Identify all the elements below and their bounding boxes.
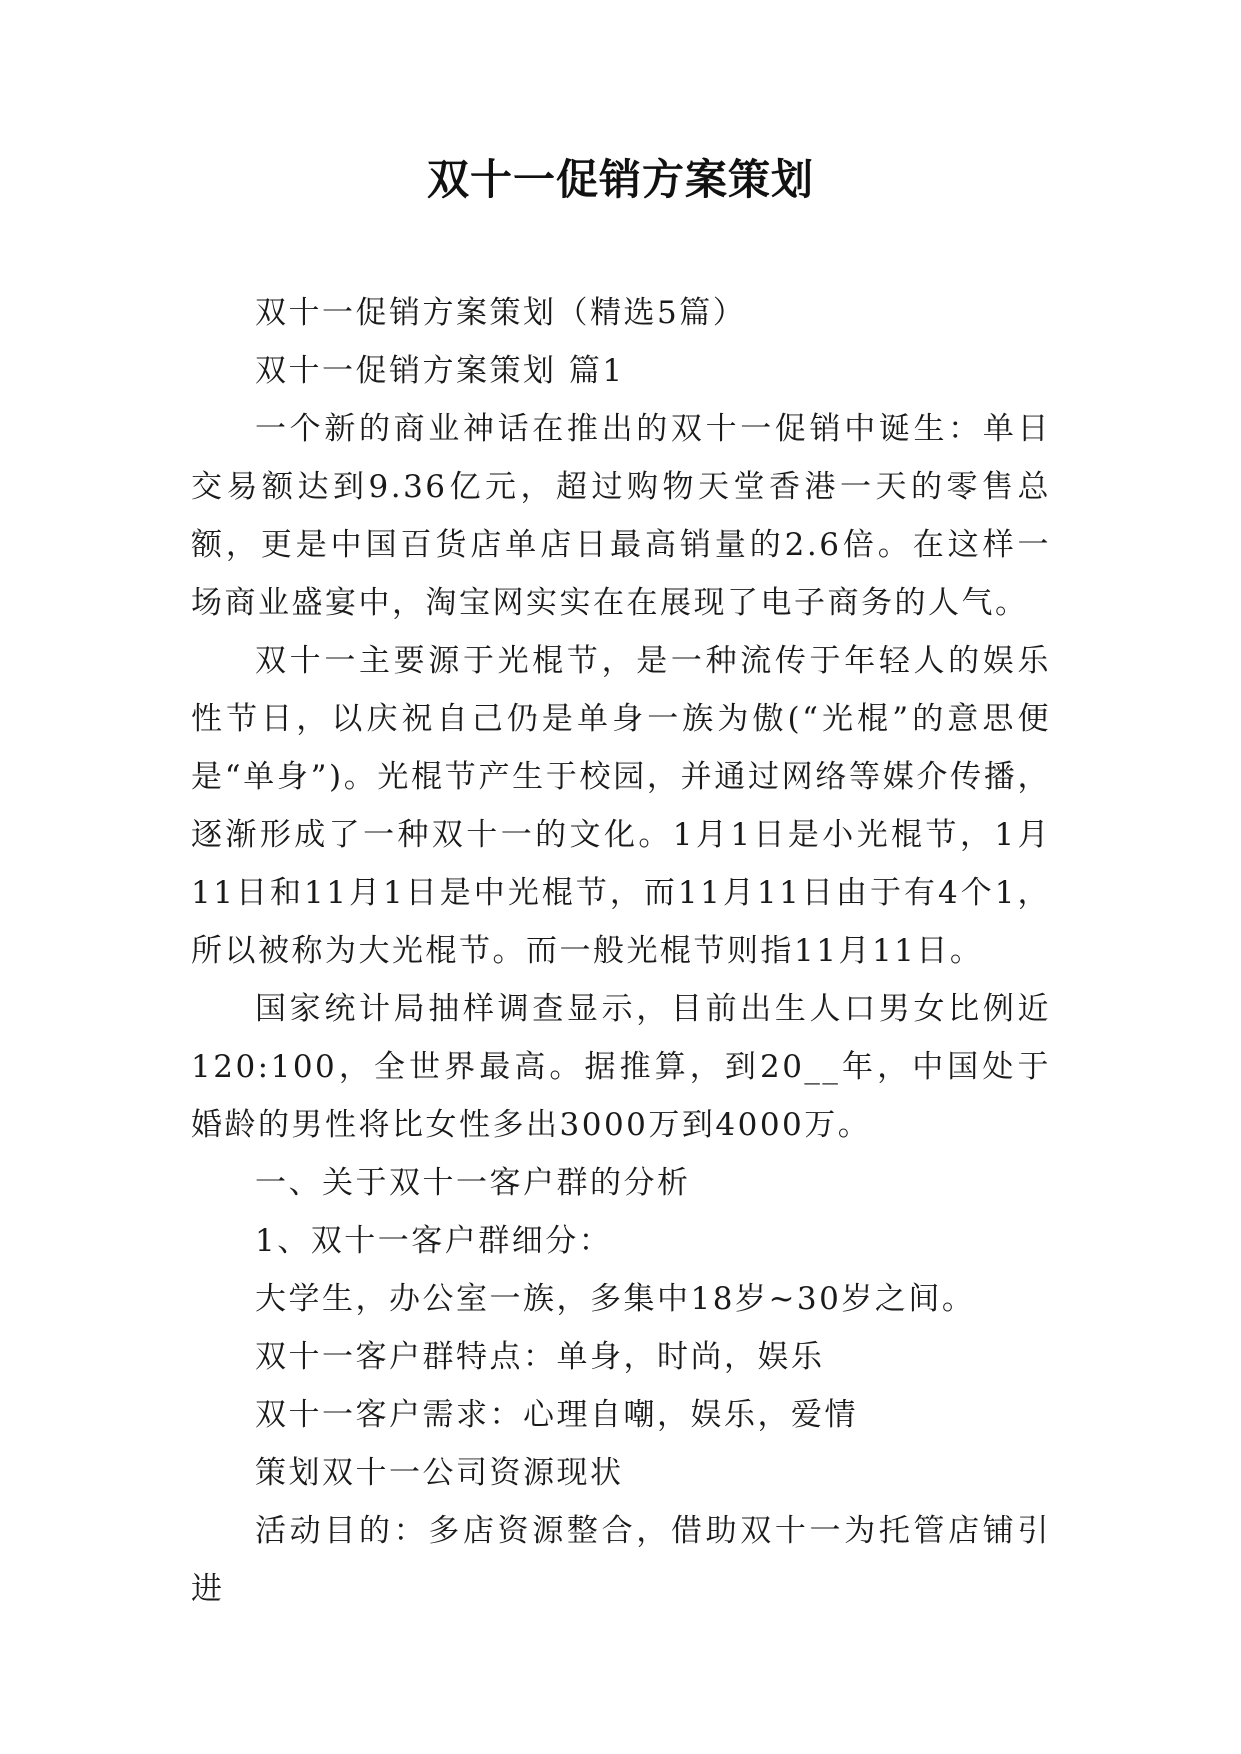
paragraph-origin: 双十一主要源于光棍节，是一种流传于年轻人的娱乐性节日，以庆祝自己仍是单身一族为傲(“光棍”的意思便是“单身”)。光棍节产生于校园，并通过网络等媒介传播，逐渐形成了一种双十一的文化。1月1日是小光棍节，1月11日和11月1日是中光棍节，而11月11日由于有4个1，所以被称为大光棍节。而一般光棍节则指11月11日。: [191, 643, 1051, 969]
paragraph-traits: 双十一客户群特点：单身，时尚，娱乐: [255, 1339, 825, 1375]
document-body: [191, 284, 1051, 1618]
paragraph-segment: 大学生，办公室一族，多集中18岁~30岁之间。: [255, 1281, 976, 1317]
paragraph-intro: 一个新的商业神话在推出的双十一促销中诞生：单日交易额达到9.36亿元，超过购物天堂香港一天的零售总额，更是中国百货店单店日最高销量的2.6倍。在这样一场商业盛宴中，淘宝网实实在在展现了电子商务的人气。: [191, 411, 1051, 621]
paragraph-goal: 活动目的：多店资源整合，借助双十一为托管店铺引进: [191, 1513, 1051, 1607]
paragraph-subtitle: 双十一促销方案策划（精选5篇）: [255, 295, 747, 331]
paragraph-resources: 策划双十一公司资源现状: [255, 1455, 624, 1491]
paragraph-section-heading: 双十一促销方案策划 篇1: [255, 353, 625, 389]
document-title: 双十一促销方案策划: [426, 155, 814, 204]
paragraph-segment-heading: 1、双十一客户群细分：: [255, 1223, 613, 1259]
paragraph-needs: 双十一客户需求：心理自嘲，娱乐，爱情: [255, 1397, 858, 1433]
paragraph-analysis-heading: 一、关于双十一客户群的分析: [255, 1165, 691, 1201]
paragraph-statistics: 国家统计局抽样调查显示，目前出生人口男女比例近120:100，全世界最高。据推算，到20__年，中国处于婚龄的男性将比女性多出3000万到4000万。: [191, 991, 1051, 1143]
